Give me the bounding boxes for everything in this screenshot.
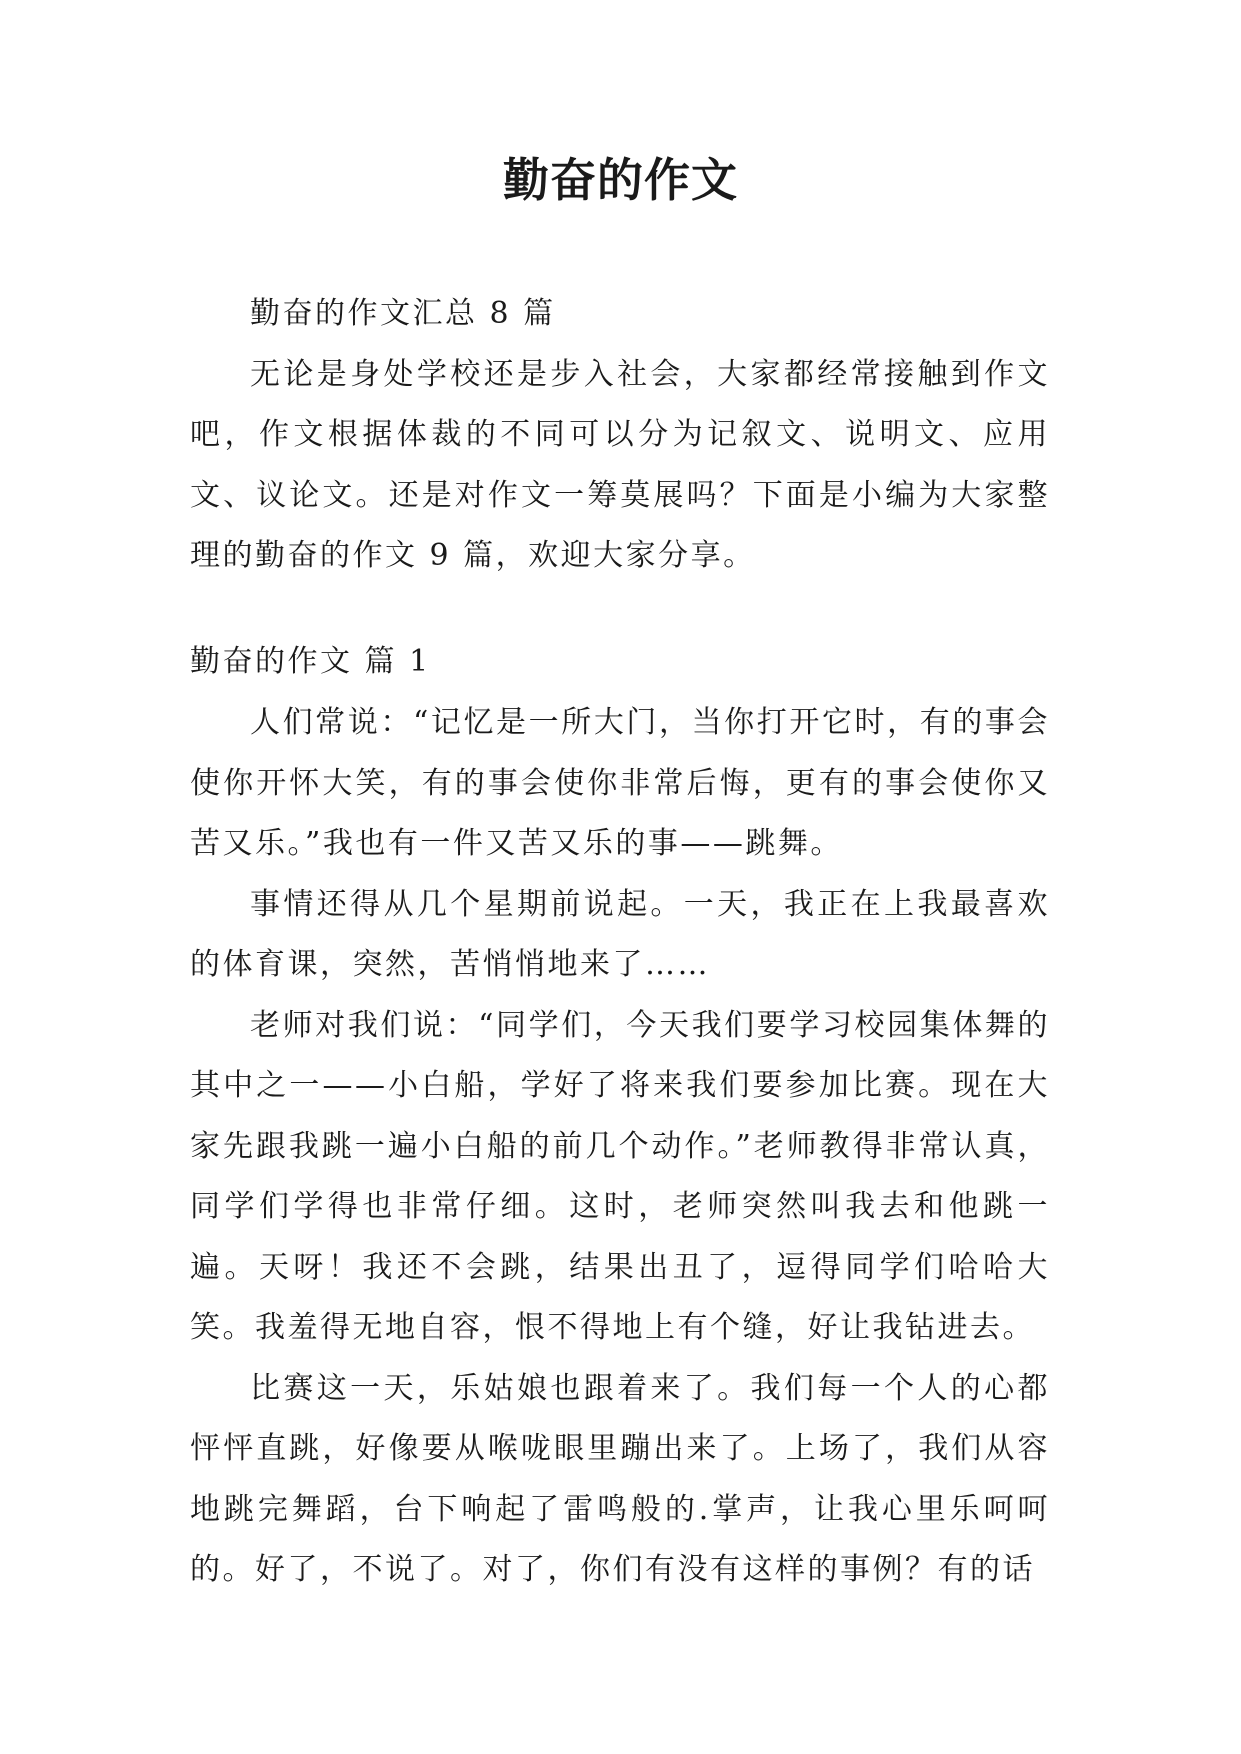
- essay-paragraph: 老师对我们说：“同学们，今天我们要学习校园集体舞的其中之一——小白船，学好了将来我们要参加比赛。现在大家先跟我跳一遍小白船的前几个动作。”老师教得非常认真，同学们学得也非常仔细。这时，老师突然叫我去和他跳一遍。天呀！我还不会跳，结果出丑了，逗得同学们哈哈大笑。我羞得无地自容，恨不得地上有个缝，好让我钻进去。: [190, 1007, 1050, 1345]
- essay-paragraph: 比赛这一天，乐姑娘也跟着来了。我们每一个人的心都怦怦直跳，好像要从喉咙眼里蹦出来了。上场了，我们从容地跳完舞蹈，台下响起了雷鸣般的.掌声，让我心里乐呵呵的。好了，不说了。对了，你们有没有这样的事例？有的话: [190, 1370, 1050, 1587]
- intro-paragraph: 无论是身处学校还是步入社会，大家都经常接触到作文吧，作文根据体裁的不同可以分为记叙文、说明文、应用文、议论文。还是对作文一筹莫展吗？下面是小编为大家整理的勤奋的作文 9 篇，欢迎大家分享。: [190, 356, 1050, 573]
- intro-section: [190, 284, 1050, 587]
- essay-paragraph: 人们常说：“记忆是一所大门，当你打开它时，有的事会使你开怀大笑，有的事会使你非常后悔，更有的事会使你又苦又乐。”我也有一件又苦又乐的事——跳舞。: [190, 705, 1050, 861]
- essay-section-1: [190, 693, 1050, 1601]
- intro-subtitle: 勤奋的作文汇总 8 篇: [250, 296, 556, 331]
- section-heading-1: 勤奋的作文 篇 1: [190, 644, 431, 679]
- document-title: 勤奋的作文: [503, 153, 738, 207]
- essay-paragraph: 事情还得从几个星期前说起。一天，我正在上我最喜欢的体育课，突然，苦悄悄地来了……: [190, 886, 1050, 982]
